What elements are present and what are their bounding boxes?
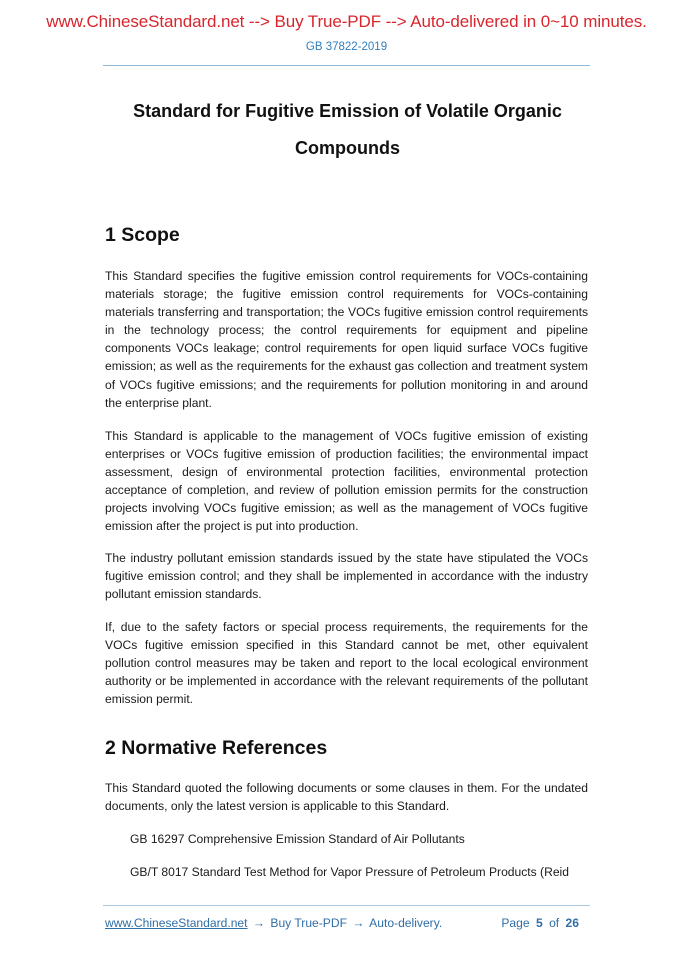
- section-heading-scope: 1 Scope: [105, 224, 180, 246]
- current-page-number: 5: [535, 916, 543, 930]
- scope-paragraph-4: If, due to the safety factors or special process requirements, the requirements for the VOCs fugitive emission specified in this Standard cannot be met, other equivalent pollution control measures may be taken and report to the local ecological environment authority or be implemented in accordance with the relevant requirements of the pollutant emission permit.: [105, 620, 588, 707]
- section-heading-normative-references: 2 Normative References: [105, 737, 328, 759]
- chinesestandard-link[interactable]: www.ChineseStandard.net: [105, 916, 248, 930]
- arrow-right-icon: →: [352, 916, 365, 930]
- reference-item: GB 16297 Comprehensive Emission Standard of Air Pollutants: [130, 832, 465, 846]
- document-code: GB 37822-2019: [305, 41, 388, 53]
- scope-paragraph-2: This Standard is applicable to the management of VOCs fugitive emission of existing enterprises or VOCs fugitive emission of production facilities; the environmental impact assessment, design of environmental protection facilities, environmental protection acceptance of completion, and review of pollution emission permits for the construction projects involving VOCs fugitive emission; as well as the management of VOCs fugitive emission after the project is put into production.: [105, 429, 588, 534]
- reference-item: GB/T 8017 Standard Test Method for Vapor Pressure of Petroleum Products (Reid: [130, 865, 569, 879]
- references-intro-paragraph: This Standard quoted the following documents or some clauses in them. For the undated documents, only the latest version is applicable to this Standard.: [105, 781, 588, 814]
- document-title: [95, 93, 600, 167]
- arrow-right-icon: →: [252, 916, 265, 930]
- scope-paragraph-3: The industry pollutant emission standards issued by the state have stipulated the VOCs fugitive emission control; and they shall be implemented in accordance with the industry pollutant emission standards.: [105, 551, 588, 602]
- page-footer: [105, 916, 588, 930]
- page-of-label: of: [549, 916, 560, 930]
- page-label: Page: [501, 916, 530, 930]
- footer-buy-text: Buy True-PDF: [270, 916, 347, 930]
- footer-delivery-text: Auto-delivery.: [369, 916, 443, 930]
- header-divider: [103, 65, 590, 66]
- footer-divider: [103, 905, 590, 906]
- total-pages-number: 26: [565, 916, 579, 930]
- promo-banner: www.ChineseStandard.net --> Buy True-PDF --> Auto-delivered in 0~10 minutes.: [46, 12, 647, 31]
- document-title-line-2: Compounds: [295, 138, 400, 158]
- page-indicator: [501, 916, 582, 930]
- scope-paragraph-1: This Standard specifies the fugitive emission control requirements for VOCs-containing materials storage; the fugitive emission control requirements for VOCs-containing materials transferring and transportation; the VOCs fugitive emission control requirements in the technology process; the control requirements for equipment and pipeline components VOCs leakage; control requirements for open liquid surface VOCs fugitive emission; as well as the requirements for the exhaust gas collection and treatment system of VOCs fugitive emissions; and the requirements for pollution monitoring in and around the enterprise plant.: [105, 269, 588, 410]
- document-title-line-1: Standard for Fugitive Emission of Volatile Organic: [133, 101, 562, 121]
